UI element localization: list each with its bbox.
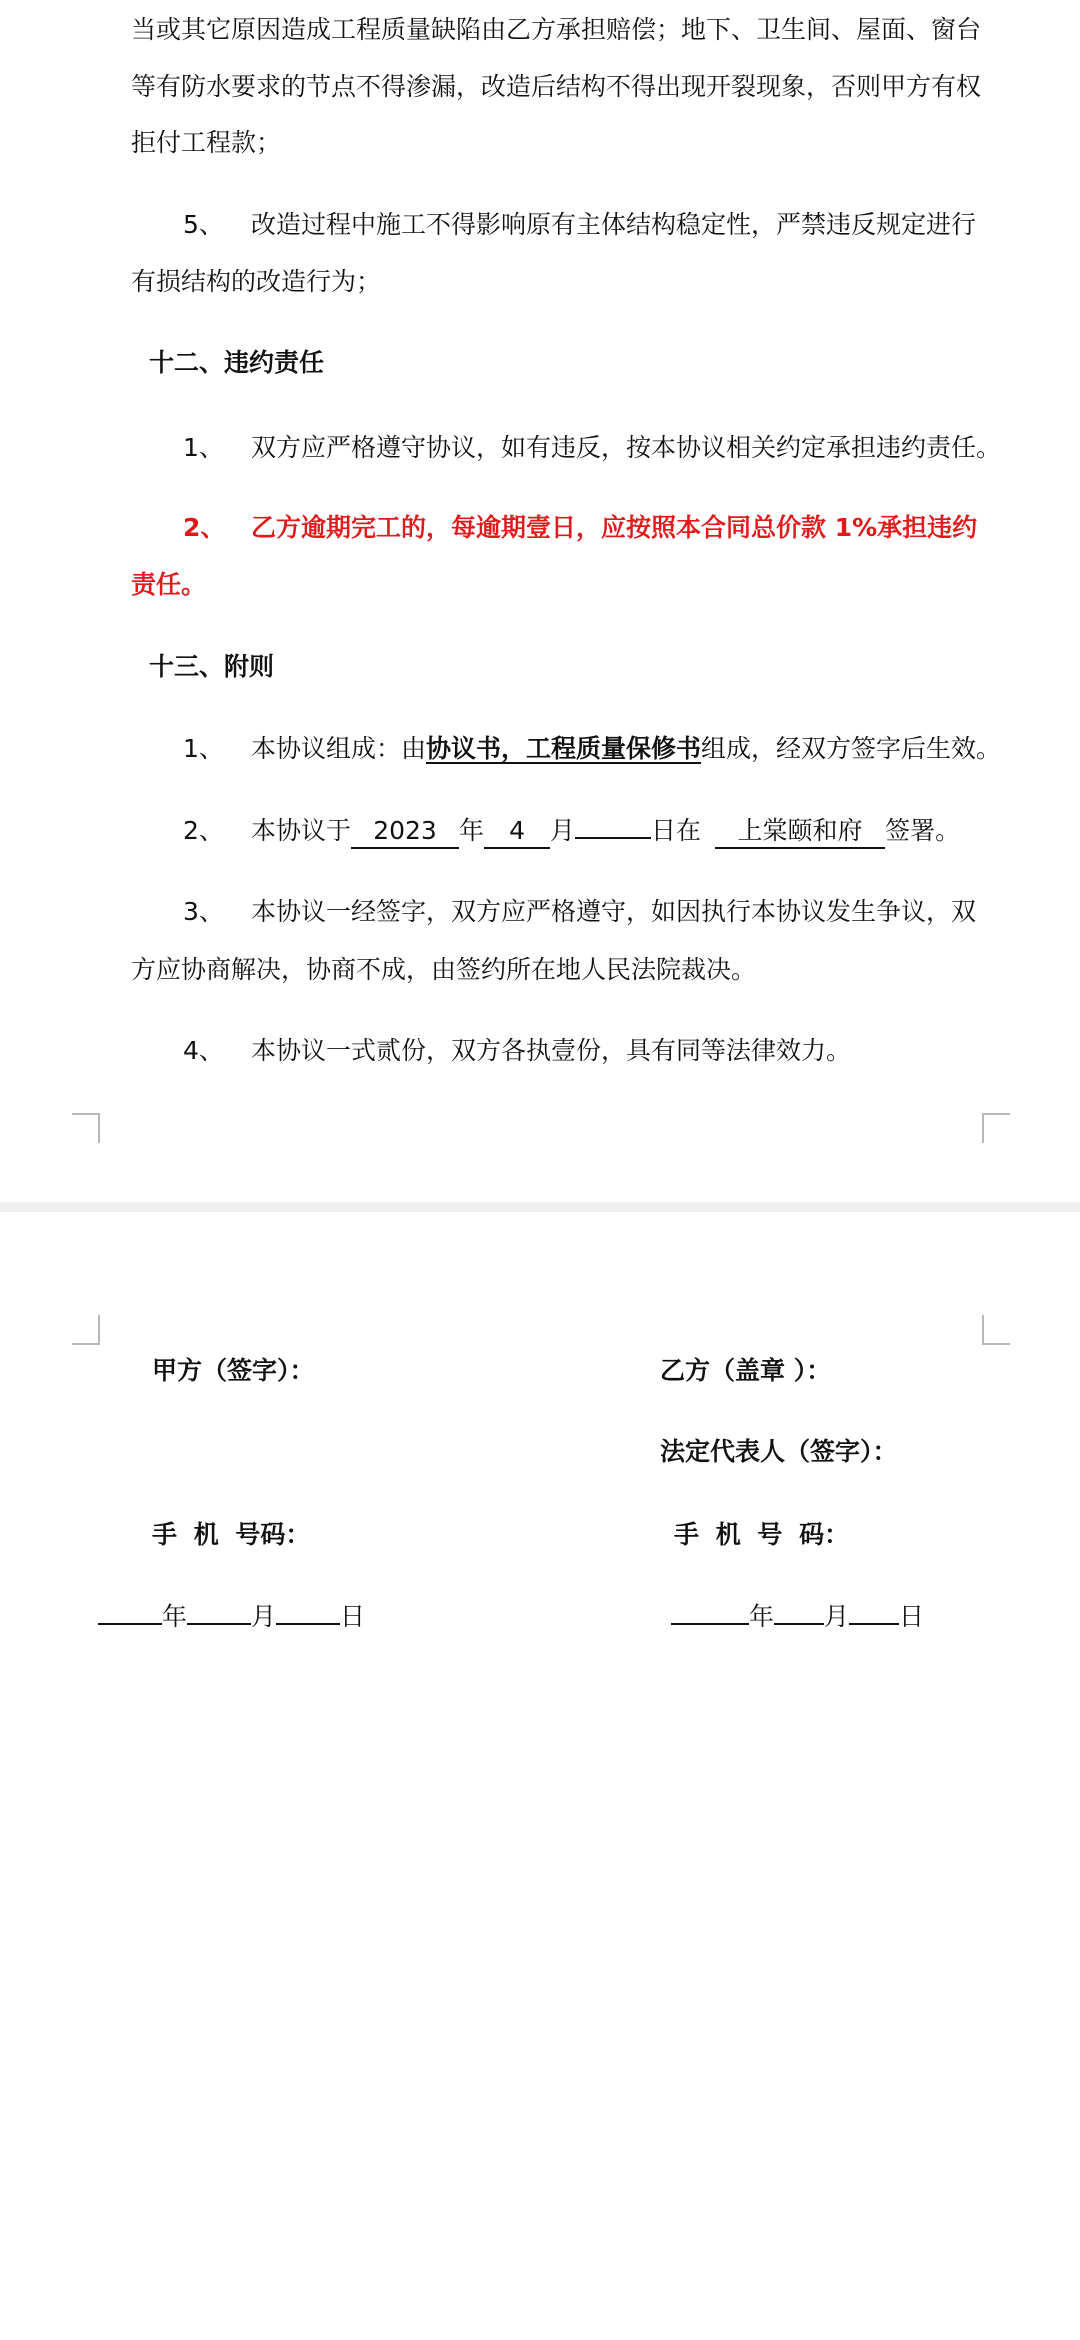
item-text: 本协议一式贰份，双方各执壹份，具有同等法律效力。 bbox=[251, 1036, 852, 1065]
year-label: 年 bbox=[749, 1602, 775, 1631]
text-pre: 本协议于 bbox=[251, 816, 352, 845]
party-a-signature-label: 甲方（签字）： bbox=[152, 1356, 315, 1385]
year-field: 2023 bbox=[351, 815, 459, 849]
page-corner-mark bbox=[72, 1113, 100, 1143]
text-pre: 本协议组成：由 bbox=[251, 734, 427, 763]
item-number: 2、 bbox=[183, 816, 224, 845]
section13-item-3-line2: 方应协商解决，协商不成，由签约所在地人民法院裁决。 bbox=[131, 955, 757, 984]
party-a-date bbox=[98, 1597, 365, 1637]
item-text: 乙方逾期完工的，每逾期壹日，应按照本合同总价款 1%承担违约 bbox=[251, 513, 978, 542]
text-post: 签署。 bbox=[885, 816, 961, 845]
item-number: 2、 bbox=[183, 513, 226, 542]
underlined-documents: 协议书，工程质量保修书 bbox=[426, 734, 702, 763]
item-5-line2: 有损结构的改造行为； bbox=[131, 267, 382, 296]
month-label: 月 bbox=[251, 1602, 277, 1631]
item-number: 1、 bbox=[183, 734, 224, 763]
item-text: 双方应严格遵守协议，如有违反，按本协议相关约定承担违约责任。 bbox=[251, 433, 1002, 462]
page-corner-mark bbox=[72, 1315, 100, 1345]
party-b-seal-label: 乙方（盖章 ）： bbox=[660, 1356, 832, 1385]
paragraph-line: 当或其它原因造成工程质量缺陷由乙方承担赔偿；地下、卫生间、屋面、窗台 bbox=[131, 15, 982, 44]
year-label: 年 bbox=[162, 1602, 188, 1631]
section-heading-13: 十三、附则 bbox=[149, 652, 275, 681]
text-post: 组成，经双方签字后生效。 bbox=[701, 734, 1002, 763]
page-corner-mark bbox=[982, 1113, 1010, 1143]
day-field bbox=[575, 837, 651, 839]
section12-item-2-line2: 责任。 bbox=[131, 570, 207, 599]
item-number: 3、 bbox=[183, 897, 224, 926]
party-b-date bbox=[671, 1597, 924, 1637]
paragraph-line: 拒付工程款； bbox=[131, 128, 282, 157]
day-label: 日在 bbox=[651, 816, 702, 845]
day-label: 日 bbox=[899, 1602, 925, 1631]
page-separator bbox=[0, 1202, 1080, 1212]
section-heading-12: 十二、违约责任 bbox=[149, 348, 325, 377]
month-label: 月 bbox=[550, 816, 576, 845]
paragraph-line: 等有防水要求的节点不得渗漏，改造后结构不得出现开裂现象，否则甲方有权 bbox=[131, 72, 982, 101]
item-number: 4、 bbox=[183, 1036, 224, 1065]
item-text bbox=[251, 811, 960, 851]
party-b-phone-label: 手 机 号 码： bbox=[674, 1520, 850, 1549]
item-text bbox=[251, 729, 1001, 769]
party-a-phone-label: 手 机 号码： bbox=[152, 1520, 311, 1549]
item-number: 1、 bbox=[183, 433, 224, 462]
legal-rep-signature-label: 法定代表人（签字）： bbox=[660, 1437, 898, 1466]
item-text: 改造过程中施工不得影响原有主体结构稳定性，严禁违反规定进行 bbox=[251, 210, 977, 239]
item-text: 本协议一经签字，双方应严格遵守，如因执行本协议发生争议，双 bbox=[251, 897, 977, 926]
place-field: 上棠颐和府 bbox=[715, 815, 885, 849]
item-number: 5、 bbox=[183, 210, 224, 239]
month-field: 4 bbox=[484, 815, 550, 849]
year-label: 年 bbox=[459, 816, 485, 845]
day-label: 日 bbox=[340, 1602, 366, 1631]
page-corner-mark bbox=[982, 1315, 1010, 1345]
month-label: 月 bbox=[824, 1602, 850, 1631]
